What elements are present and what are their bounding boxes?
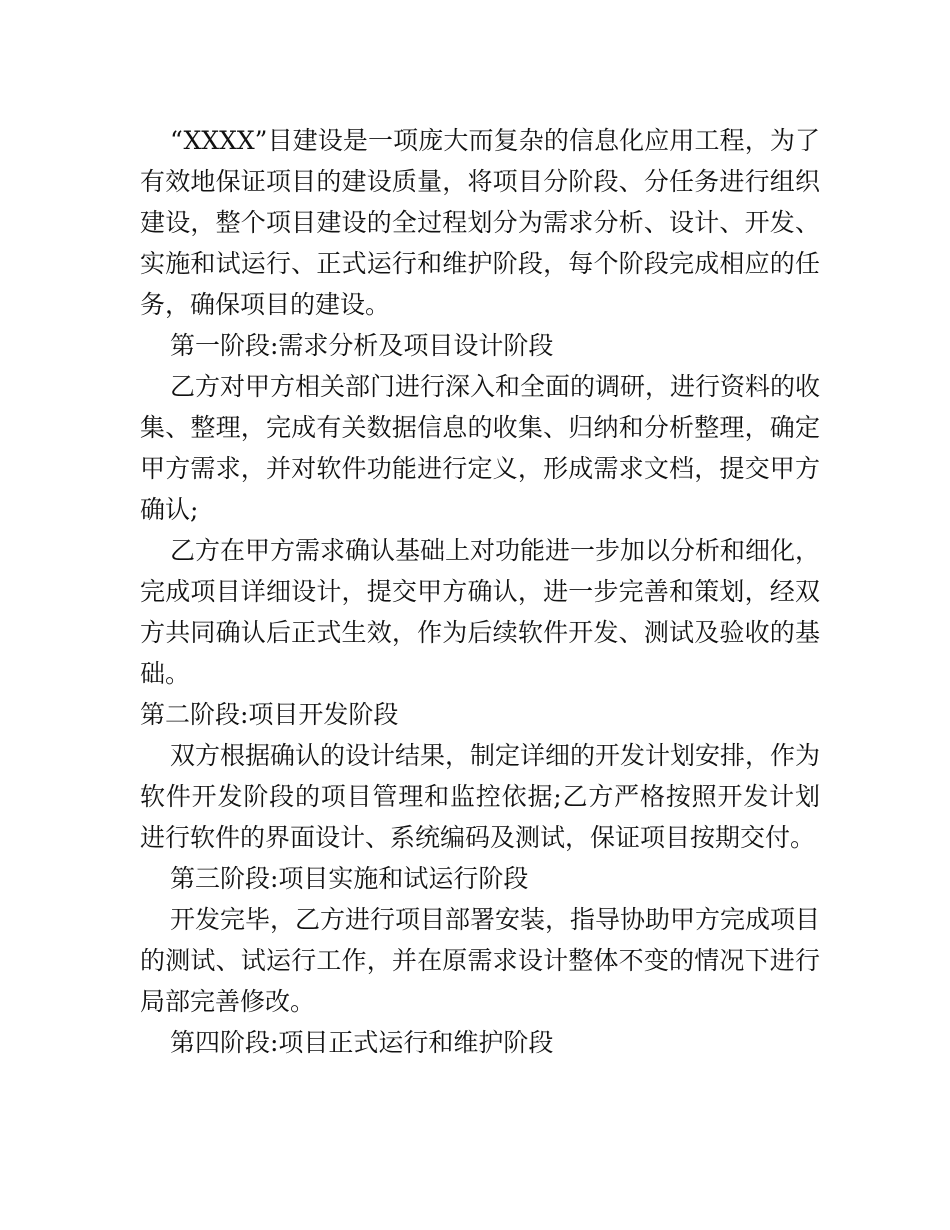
stage1-paragraph-2: 乙方在甲方需求确认基础上对功能进一步加以分析和细化，完成项目详细设计，提交甲方确认，进一步完善和策划，经双方共同确认后正式生效，作为后续软件开发、测试及验收的基础。 [140, 536, 821, 688]
stage4-heading: 第四阶段:项目正式运行和维护阶段 [170, 1028, 554, 1057]
stage3-paragraph-1: 开发完毕，乙方进行项目部署安装，指导协助甲方完成项目的测试、试运行工作，并在原需求设计整体不变的情况下进行局部完善修改。 [140, 905, 821, 1016]
intro-paragraph: “XXXX”目建设是一项庞大而复杂的信息化应用工程，为了有效地保证项目的建设质量，将项目分阶段、分任务进行组织建设，整个项目建设的全过程划分为需求分析、设计、开发、实施和试运行、正式运行和维护阶段，每个阶段完成相应的任务，确保项目的建设。 [140, 126, 820, 319]
stage1-paragraph-1: 乙方对甲方相关部门进行深入和全面的调研，进行资料的收集、整理，完成有关数据信息的收集、归纳和分析整理，确定甲方需求，并对软件功能进行定义，形成需求文档，提交甲方确认; [140, 372, 821, 524]
stage2-paragraph-1: 双方根据确认的设计结果，制定详细的开发计划安排，作为软件开发阶段的项目管理和监控依据;乙方严格按照开发计划进行软件的界面设计、系统编码及测试，保证项目按期交付。 [140, 741, 821, 852]
stage3-heading: 第三阶段:项目实施和试运行阶段 [170, 864, 529, 893]
stage1-heading: 第一阶段:需求分析及项目设计阶段 [170, 331, 554, 360]
document-body [140, 120, 820, 1063]
stage2-heading: 第二阶段:项目开发阶段 [140, 700, 399, 729]
